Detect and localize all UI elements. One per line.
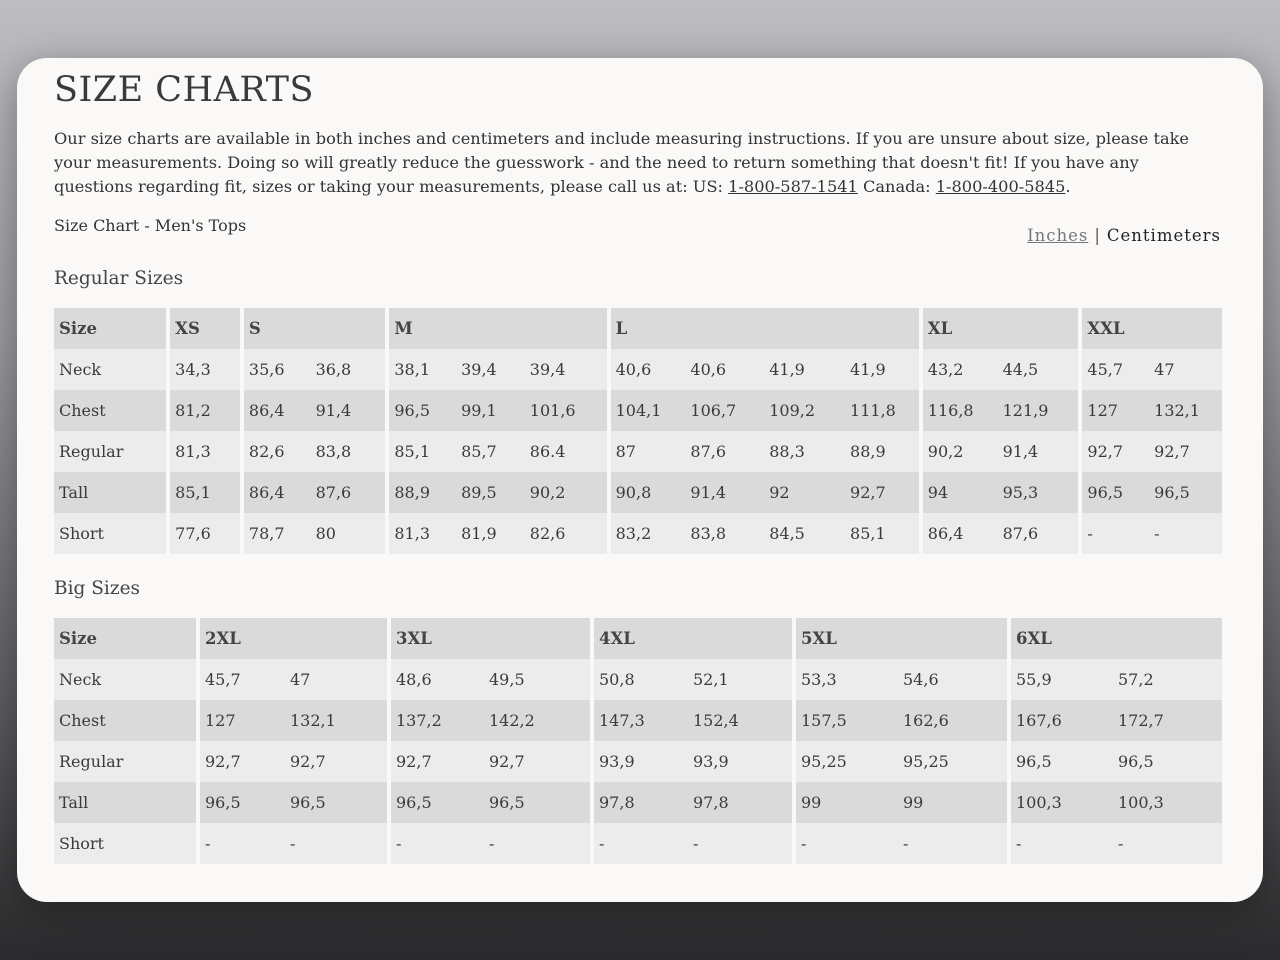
regular-sizes-title: Regular Sizes <box>54 268 184 289</box>
cell: 100,3 <box>1007 782 1113 823</box>
cell: 78,7 <box>240 513 311 554</box>
cell: 96,5 <box>484 782 590 823</box>
cell: 82,6 <box>240 431 311 472</box>
cell: 43,2 <box>919 349 998 390</box>
cell: 147,3 <box>590 700 688 741</box>
size-header: Size <box>54 618 196 659</box>
row-label: Chest <box>54 390 166 431</box>
cell: 96,5 <box>1007 741 1113 782</box>
chart-title: Size Chart - Men's Tops <box>54 216 247 235</box>
unit-toggle <box>1027 226 1221 245</box>
cell: 95,3 <box>998 472 1079 513</box>
centimeters-link[interactable]: Centimeters <box>1106 226 1221 245</box>
cell: 96,5 <box>1149 472 1222 513</box>
cell: 85,1 <box>166 472 240 513</box>
cell: 81,3 <box>166 431 240 472</box>
cell: 83,2 <box>607 513 686 554</box>
cell: 99 <box>898 782 1007 823</box>
cell: 142,2 <box>484 700 590 741</box>
cell: 34,3 <box>166 349 240 390</box>
cell: 91,4 <box>685 472 764 513</box>
cell: - <box>484 823 590 864</box>
cell: 39,4 <box>456 349 525 390</box>
unit-separator: | <box>1094 226 1101 245</box>
inches-link[interactable]: Inches <box>1027 226 1089 245</box>
row-label: Tall <box>54 782 196 823</box>
cell: 86,4 <box>240 390 311 431</box>
regular-sizes-table <box>54 308 1222 554</box>
cell: 85,7 <box>456 431 525 472</box>
cell: - <box>688 823 792 864</box>
cell: - <box>387 823 484 864</box>
cell: - <box>196 823 285 864</box>
row-label: Regular <box>54 741 196 782</box>
cell: 39,4 <box>525 349 607 390</box>
cell: 132,1 <box>1149 390 1222 431</box>
cell: 83,8 <box>311 431 386 472</box>
cell: - <box>898 823 1007 864</box>
size-2xl-header: 2XL <box>196 618 387 659</box>
cell: 96,5 <box>196 782 285 823</box>
cell: 40,6 <box>607 349 686 390</box>
table-row <box>54 700 1222 741</box>
cell: 91,4 <box>311 390 386 431</box>
cell: 81,9 <box>456 513 525 554</box>
cell: 53,3 <box>792 659 898 700</box>
cell: 88,3 <box>764 431 845 472</box>
size-header: Size <box>54 308 166 349</box>
chart-subheader <box>54 216 1221 256</box>
cell: 84,5 <box>764 513 845 554</box>
cell: 127 <box>1078 390 1149 431</box>
cell: 50,8 <box>590 659 688 700</box>
cell: 45,7 <box>1078 349 1149 390</box>
size-4xl-header: 4XL <box>590 618 792 659</box>
big-sizes-title: Big Sizes <box>54 578 141 599</box>
cell: - <box>1007 823 1113 864</box>
cell: 92,7 <box>484 741 590 782</box>
cell: 87 <box>607 431 686 472</box>
cell: 137,2 <box>387 700 484 741</box>
table-row <box>54 741 1222 782</box>
cell: 167,6 <box>1007 700 1113 741</box>
intro-canada-text: Canada: <box>857 177 936 196</box>
cell: 127 <box>196 700 285 741</box>
cell: 90,8 <box>607 472 686 513</box>
table-row <box>54 390 1222 431</box>
cell: - <box>1149 513 1222 554</box>
cell: 47 <box>1149 349 1222 390</box>
table-row <box>54 431 1222 472</box>
cell: 106,7 <box>685 390 764 431</box>
cell: 89,5 <box>456 472 525 513</box>
cell: 92,7 <box>285 741 387 782</box>
cell: 91,4 <box>998 431 1079 472</box>
cell: 36,8 <box>311 349 386 390</box>
cell: 88,9 <box>845 431 919 472</box>
cell: 99,1 <box>456 390 525 431</box>
size-xxl-header: XXL <box>1078 308 1222 349</box>
cell: 38,1 <box>385 349 456 390</box>
cell: 92,7 <box>1149 431 1222 472</box>
cell: 40,6 <box>685 349 764 390</box>
cell: 95,25 <box>898 741 1007 782</box>
table-row <box>54 782 1222 823</box>
row-label: Neck <box>54 349 166 390</box>
row-label: Regular <box>54 431 166 472</box>
intro-text: Our size charts are available in both inches and centimeters and include measuring instructions. If you are unsure about size, please take your measurements. Doing so will greatly reduce the guesswork - and the need to return something that doesn't fit! If you have any questions regarding fit, sizes or taking your measurements, please call us at: US: <box>54 129 1190 196</box>
cell: 96,5 <box>285 782 387 823</box>
cell: 132,1 <box>285 700 387 741</box>
intro-paragraph <box>54 127 1221 199</box>
cell: 90,2 <box>919 431 998 472</box>
row-label: Neck <box>54 659 196 700</box>
cell: 94 <box>919 472 998 513</box>
cell: 44,5 <box>998 349 1079 390</box>
cell: 48,6 <box>387 659 484 700</box>
size-charts-panel <box>17 58 1263 902</box>
cell: - <box>285 823 387 864</box>
page-title: SIZE CHARTS <box>54 70 314 110</box>
cell: 81,2 <box>166 390 240 431</box>
cell: 172,7 <box>1113 700 1222 741</box>
cell: 92,7 <box>387 741 484 782</box>
cell: 116,8 <box>919 390 998 431</box>
row-label: Short <box>54 823 196 864</box>
cell: 92 <box>764 472 845 513</box>
cell: 85,1 <box>385 431 456 472</box>
cell: 96,5 <box>387 782 484 823</box>
cell: 121,9 <box>998 390 1079 431</box>
cell: 96,5 <box>1078 472 1149 513</box>
table-row <box>54 472 1222 513</box>
cell: 88,9 <box>385 472 456 513</box>
cell: 97,8 <box>688 782 792 823</box>
cell: 87,6 <box>311 472 386 513</box>
table-header-row <box>54 308 1222 349</box>
cell: 92,7 <box>1078 431 1149 472</box>
cell: 109,2 <box>764 390 845 431</box>
size-5xl-header: 5XL <box>792 618 1007 659</box>
cell: 52,1 <box>688 659 792 700</box>
cell: 86.4 <box>525 431 607 472</box>
size-6xl-header: 6XL <box>1007 618 1222 659</box>
cell: 104,1 <box>607 390 686 431</box>
row-label: Chest <box>54 700 196 741</box>
cell: 97,8 <box>590 782 688 823</box>
cell: 90,2 <box>525 472 607 513</box>
row-label: Tall <box>54 472 166 513</box>
cell: - <box>792 823 898 864</box>
cell: 93,9 <box>590 741 688 782</box>
cell: 92,7 <box>845 472 919 513</box>
size-xs-header: XS <box>166 308 240 349</box>
cell: 86,4 <box>919 513 998 554</box>
cell: 96,5 <box>1113 741 1222 782</box>
cell: 152,4 <box>688 700 792 741</box>
cell: 35,6 <box>240 349 311 390</box>
cell: 96,5 <box>385 390 456 431</box>
cell: - <box>1078 513 1149 554</box>
cell: 82,6 <box>525 513 607 554</box>
cell: 80 <box>311 513 386 554</box>
table-row <box>54 513 1222 554</box>
cell: 101,6 <box>525 390 607 431</box>
cell: - <box>590 823 688 864</box>
cell: 100,3 <box>1113 782 1222 823</box>
size-s-header: S <box>240 308 385 349</box>
cell: 81,3 <box>385 513 456 554</box>
cell: 157,5 <box>792 700 898 741</box>
table-row <box>54 659 1222 700</box>
cell: 92,7 <box>196 741 285 782</box>
cell: 86,4 <box>240 472 311 513</box>
size-l-header: L <box>607 308 919 349</box>
size-xl-header: XL <box>919 308 1079 349</box>
table-row <box>54 823 1222 864</box>
cell: 85,1 <box>845 513 919 554</box>
row-label: Short <box>54 513 166 554</box>
cell: 45,7 <box>196 659 285 700</box>
table-row <box>54 349 1222 390</box>
size-m-header: M <box>385 308 606 349</box>
cell: 87,6 <box>685 431 764 472</box>
cell: 83,8 <box>685 513 764 554</box>
cell: 57,2 <box>1113 659 1222 700</box>
cell: 111,8 <box>845 390 919 431</box>
table-header-row <box>54 618 1222 659</box>
cell: 77,6 <box>166 513 240 554</box>
cell: 55,9 <box>1007 659 1113 700</box>
cell: 54,6 <box>898 659 1007 700</box>
cell: 49,5 <box>484 659 590 700</box>
cell: 87,6 <box>998 513 1079 554</box>
size-3xl-header: 3XL <box>387 618 590 659</box>
cell: 95,25 <box>792 741 898 782</box>
cell: 162,6 <box>898 700 1007 741</box>
cell: 99 <box>792 782 898 823</box>
canada-phone-link[interactable]: 1-800-400-5845 <box>935 177 1066 196</box>
big-sizes-table <box>54 618 1222 864</box>
cell: 41,9 <box>764 349 845 390</box>
cell: 93,9 <box>688 741 792 782</box>
intro-end: . <box>1065 177 1071 196</box>
cell: 41,9 <box>845 349 919 390</box>
us-phone-link[interactable]: 1-800-587-1541 <box>728 177 858 196</box>
cell: 47 <box>285 659 387 700</box>
cell: - <box>1113 823 1222 864</box>
